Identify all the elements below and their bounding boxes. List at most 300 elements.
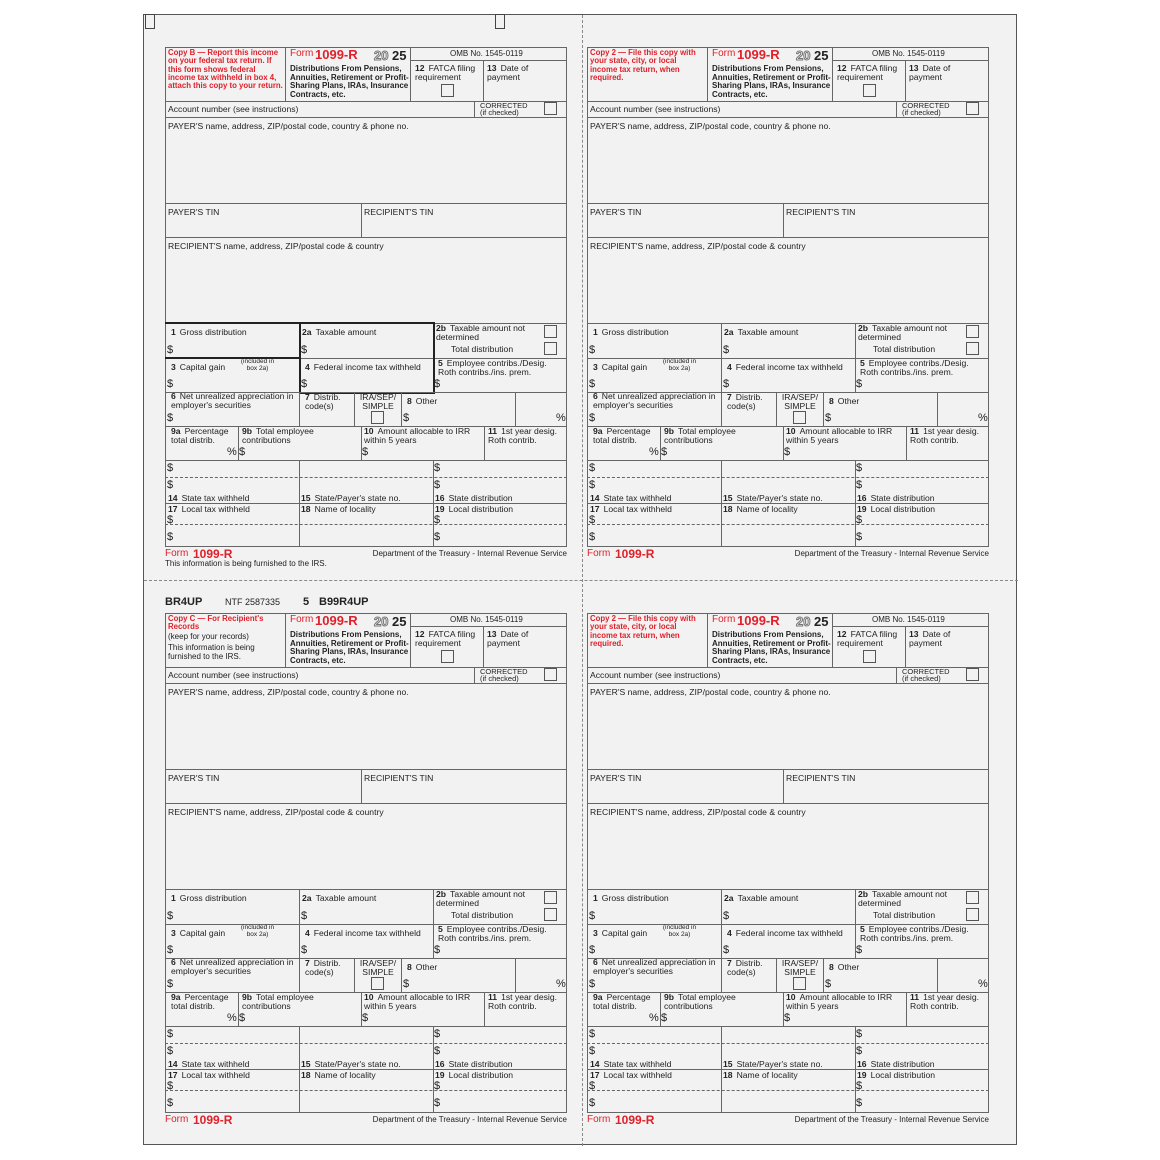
highlight-border: [165, 322, 300, 324]
footer-form-word: Form: [587, 1114, 611, 1125]
dollar: $: [434, 531, 441, 543]
box-label: State/Payer's state no.: [314, 493, 401, 503]
box-number: 6: [593, 391, 598, 401]
box-number: 12: [837, 629, 847, 639]
box-19-label: [857, 1071, 935, 1080]
dollar: $: [856, 1080, 863, 1092]
box-14-label: [590, 1060, 671, 1069]
total-distribution-checkbox[interactable]: [966, 908, 979, 921]
box-label: Gross distribution: [179, 327, 247, 337]
box-13-label: [909, 630, 969, 647]
box-number: 10: [786, 426, 796, 436]
dollar: $: [434, 378, 441, 390]
box-9a-label: [593, 427, 657, 444]
ira-checkbox[interactable]: [793, 411, 806, 424]
box-label: Amount allocable to IRR within 5 years: [364, 426, 471, 445]
box-8-label: [829, 397, 859, 406]
box-label: State tax withheld: [181, 1059, 250, 1069]
percent-sign: %: [649, 1012, 659, 1024]
row-divider: [165, 1090, 567, 1091]
box-18-label: [723, 505, 798, 514]
irs-department: Department of the Treasury - Internal Revenue Service: [372, 1115, 567, 1124]
box-number: 3: [171, 928, 176, 938]
form-title: Distributions From Pensions, Annuities, Retirement or Profit-Sharing Plans, IRAs, Insurance Contracts, etc.: [712, 630, 831, 665]
box-label: State/Payer's state no.: [736, 1059, 823, 1069]
info-note: This information is being furnished to the IRS.: [168, 643, 255, 661]
box-13-label: [909, 64, 969, 81]
recipient-name-label: RECIPIENT'S name, address, ZIP/postal code & country: [590, 807, 806, 817]
box-number: 8: [829, 962, 834, 972]
box-label: Total employee contributions: [242, 426, 314, 445]
box-9b-label: [242, 427, 322, 444]
footer-form-number: 1099-R: [193, 547, 233, 561]
dollar: $: [784, 1012, 791, 1024]
box-label: Gross distribution: [601, 327, 669, 337]
dollar: $: [589, 378, 596, 390]
form-1099r-copy: [165, 613, 567, 1133]
ira-checkbox[interactable]: [793, 977, 806, 990]
box-number: 14: [590, 1059, 600, 1069]
box-number: 19: [435, 504, 445, 514]
form-word: Form: [712, 614, 736, 625]
box-2b-label: [858, 890, 958, 907]
year-outline: 20: [374, 614, 389, 629]
dollar: $: [589, 944, 596, 956]
box-label: Total employee contributions: [664, 426, 736, 445]
percent-sign: %: [649, 446, 659, 458]
irs-department: Department of the Treasury - Internal Revenue Service: [794, 549, 989, 558]
year: 25: [392, 48, 407, 63]
box-2b-label: [858, 324, 958, 341]
dollar: $: [589, 1045, 596, 1057]
corrected-checkbox[interactable]: [544, 668, 557, 681]
box-label: Capital gain: [179, 928, 226, 938]
box-label: FATCA filing requirement: [415, 629, 476, 648]
box-number: 8: [829, 396, 834, 406]
box-2a-label: [724, 328, 798, 337]
dollar: $: [239, 1012, 246, 1024]
box-number: 18: [723, 1070, 733, 1080]
form-number: 1099-R: [737, 613, 780, 628]
dollar: $: [856, 531, 863, 543]
box-number: 17: [168, 1070, 178, 1080]
box-10-label: [364, 427, 482, 444]
box-number: 9a: [171, 426, 181, 436]
box-label: Net unrealized appreciation in employer's securities: [593, 391, 716, 410]
corrected-checkbox[interactable]: [544, 102, 557, 115]
year: 25: [814, 48, 829, 63]
corrected-sub: (if checked): [902, 108, 941, 117]
ira-label: IRA/SEP/ SIMPLE: [359, 392, 397, 411]
box-5-label: [860, 925, 985, 942]
box-9b-label: [664, 993, 744, 1010]
form-1099r-copy: [165, 47, 567, 567]
box-label: Local tax withheld: [603, 504, 672, 514]
row-divider: [587, 1090, 989, 1091]
box-number: 13: [487, 63, 497, 73]
box-number: 9b: [664, 426, 675, 436]
box-17-label: [590, 1071, 672, 1080]
box-number: 14: [590, 493, 600, 503]
box-number: 8: [407, 396, 412, 406]
box-6-label: [593, 392, 721, 409]
box-1-label: [171, 328, 247, 337]
box-15-label: [723, 494, 823, 503]
dollar: $: [301, 944, 308, 956]
fatca-checkbox[interactable]: [441, 650, 454, 663]
dollar: $: [589, 1028, 596, 1040]
box-label: Date of payment: [487, 629, 529, 648]
box-label: Other: [415, 962, 438, 972]
dollar: $: [239, 446, 246, 458]
recipient-tin-label: RECIPIENT'S TIN: [786, 773, 856, 783]
box-number: 10: [786, 992, 796, 1002]
account-label: Account number (see instructions): [590, 670, 721, 680]
box-label: Date of payment: [487, 63, 529, 82]
box-label: FATCA filing requirement: [837, 63, 898, 82]
box-label: Taxable amount: [737, 327, 799, 337]
dollar: $: [723, 910, 730, 922]
box-label: Total employee contributions: [242, 992, 314, 1011]
box-19-label: [857, 505, 935, 514]
box-label: Local distribution: [870, 1070, 936, 1080]
box-number: 9a: [171, 992, 181, 1002]
percent-sign: %: [556, 412, 566, 424]
box-7-label: [305, 959, 347, 976]
box-number: 2b: [858, 889, 869, 899]
box-8-label: [829, 963, 859, 972]
box-label: Taxable amount not determined: [858, 323, 948, 342]
box-label: Distrib. code(s): [727, 392, 763, 411]
box-1-label: [593, 328, 669, 337]
box-6-label: [593, 958, 721, 975]
footer-form-word: Form: [165, 1114, 189, 1125]
box-number: 3: [593, 362, 598, 372]
box-number: 6: [171, 391, 176, 401]
taxable-not-determined-checkbox[interactable]: [966, 891, 979, 904]
box-label: Percentage total distrib.: [171, 426, 229, 445]
row-divider: [587, 1043, 989, 1044]
footer-form-number: 1099-R: [615, 547, 655, 561]
box-number: 15: [301, 493, 311, 503]
box-label: Employee contribs./Desig. Roth contribs./ins. prem.: [438, 358, 547, 377]
dollar: $: [856, 462, 863, 474]
total-distribution-label: Total distribution: [451, 910, 514, 920]
box-label: Amount allocable to IRR within 5 years: [364, 992, 471, 1011]
dollar: $: [856, 514, 863, 526]
dollar: $: [589, 412, 596, 424]
dollar: $: [589, 479, 596, 491]
box-15-label: [301, 1060, 401, 1069]
box-number: 3: [593, 928, 598, 938]
fatca-checkbox[interactable]: [863, 650, 876, 663]
box-label: Other: [837, 396, 860, 406]
box-11-label: [488, 427, 568, 444]
box-label: FATCA filing requirement: [415, 63, 476, 82]
omb-number: OMB No. 1545-0119: [450, 49, 523, 58]
box-number: 5: [860, 924, 865, 934]
box-9a-label: [171, 427, 235, 444]
fatca-checkbox[interactable]: [441, 84, 454, 97]
box-number: 1: [171, 893, 176, 903]
form-number: 1099-R: [315, 47, 358, 62]
box-7-label: [727, 959, 769, 976]
footer-form-number: 1099-R: [193, 1113, 233, 1127]
box-19-label: [435, 1071, 513, 1080]
total-distribution-label: Total distribution: [451, 344, 514, 354]
box-label: State/Payer's state no.: [314, 1059, 401, 1069]
dollar: $: [661, 446, 668, 458]
payer-tin-label: PAYER'S TIN: [590, 207, 642, 217]
box-number: 14: [168, 1059, 178, 1069]
box-label: State distribution: [448, 493, 513, 503]
box-number: 5: [438, 924, 443, 934]
percent-sign: %: [227, 446, 237, 458]
form-number: 1099-R: [315, 613, 358, 628]
box-number: 9b: [242, 992, 253, 1002]
recipient-tin-label: RECIPIENT'S TIN: [364, 207, 434, 217]
perforation-horizontal: [144, 580, 1018, 581]
dollar: $: [167, 1080, 174, 1092]
box-number: 19: [857, 1070, 867, 1080]
box-17-label: [168, 505, 250, 514]
year-outline: 20: [796, 614, 811, 629]
box-13-label: [487, 64, 547, 81]
total-distribution-checkbox[interactable]: [544, 908, 557, 921]
box-number: 2a: [302, 327, 312, 337]
footer-form-word: Form: [165, 548, 189, 559]
dollar: $: [856, 1097, 863, 1109]
dollar: $: [661, 1012, 668, 1024]
box-label: 1st year desig. Roth contrib.: [488, 992, 557, 1011]
box-label: Local distribution: [448, 1070, 514, 1080]
alignment-mark: [145, 14, 155, 29]
payer-tin-label: PAYER'S TIN: [168, 207, 220, 217]
box-number: 4: [305, 928, 310, 938]
box-label: Local tax withheld: [181, 1070, 250, 1080]
box-number: 16: [435, 493, 445, 503]
box-6-label: [171, 958, 299, 975]
dollar: $: [301, 378, 308, 390]
box-number: 16: [857, 1059, 867, 1069]
dollar: $: [856, 378, 863, 390]
box-number: 7: [727, 392, 732, 402]
ira-checkbox[interactable]: [371, 411, 384, 424]
keep-note: (keep for your records): [168, 632, 249, 641]
dollar: $: [434, 462, 441, 474]
box-label: Local tax withheld: [603, 1070, 672, 1080]
box-label: 1st year desig. Roth contrib.: [910, 992, 979, 1011]
box-18-label: [301, 1071, 376, 1080]
box-label: Local tax withheld: [181, 504, 250, 514]
box-12-label: [837, 64, 905, 81]
box-7-label: [305, 393, 347, 410]
box-number: 2b: [436, 323, 447, 333]
box-3-label: [171, 363, 225, 372]
box-label: Total employee contributions: [664, 992, 736, 1011]
total-distribution-checkbox[interactable]: [544, 342, 557, 355]
box-number: 19: [857, 504, 867, 514]
corrected-checkbox[interactable]: [966, 102, 979, 115]
percent-sign: %: [556, 978, 566, 990]
box-label: FATCA filing requirement: [837, 629, 898, 648]
box-number: 7: [727, 958, 732, 968]
box-number: 16: [435, 1059, 445, 1069]
box-1-label: [593, 894, 669, 903]
box-label: Gross distribution: [179, 893, 247, 903]
year: 25: [814, 614, 829, 629]
payer-tin-label: PAYER'S TIN: [590, 773, 642, 783]
box-number: 2a: [724, 327, 734, 337]
corrected-label: CORRECTED: [480, 667, 528, 676]
percent-sign: %: [227, 1012, 237, 1024]
box-15-label: [723, 1060, 823, 1069]
box-label: Employee contribs./Desig. Roth contribs./ins. prem.: [860, 924, 969, 943]
box-number: 2a: [302, 893, 312, 903]
box-3-label: [171, 929, 225, 938]
box-3-note: (included in box 2a): [240, 924, 275, 938]
box-number: 15: [301, 1059, 311, 1069]
box-number: 1: [593, 893, 598, 903]
box-label: State tax withheld: [603, 493, 672, 503]
box-19-label: [435, 505, 513, 514]
box-label: Name of locality: [736, 504, 798, 514]
corrected-checkbox[interactable]: [966, 668, 979, 681]
ntf-number: NTF 2587335: [225, 597, 281, 607]
box-number: 1: [171, 327, 176, 337]
total-distribution-checkbox[interactable]: [966, 342, 979, 355]
dollar: $: [589, 1080, 596, 1092]
box-label: Date of payment: [909, 63, 951, 82]
percent-sign: %: [978, 978, 988, 990]
box-12-label: [837, 630, 905, 647]
box-11-label: [910, 993, 990, 1010]
dollar: $: [434, 944, 441, 956]
box-number: 4: [727, 362, 732, 372]
box-17-label: [590, 505, 672, 514]
recipient-name-label: RECIPIENT'S name, address, ZIP/postal code & country: [590, 241, 806, 251]
payer-name-label: PAYER'S name, address, ZIP/postal code, country & phone no.: [168, 121, 409, 131]
box-number: 5: [438, 358, 443, 368]
dollar: $: [589, 514, 596, 526]
dollar: $: [589, 531, 596, 543]
copy-instructions: Copy 2 — File this copy with your state, city, or local income tax return, when required.: [590, 614, 696, 648]
box-number: 10: [364, 992, 374, 1002]
box-label: State tax withheld: [181, 493, 250, 503]
box-number: 9a: [593, 992, 603, 1002]
dollar: $: [434, 479, 441, 491]
box-13-label: [487, 630, 547, 647]
dollar: $: [167, 944, 174, 956]
form-word: Form: [290, 614, 314, 625]
box-number: 12: [415, 629, 425, 639]
box-label: Net unrealized appreciation in employer's securities: [171, 391, 294, 410]
box-number: 2b: [858, 323, 869, 333]
box-number: 9b: [242, 426, 253, 436]
percent-sign: %: [978, 412, 988, 424]
dollar: $: [856, 1045, 863, 1057]
box-17-label: [168, 1071, 250, 1080]
box-label: Date of payment: [909, 629, 951, 648]
form-word: Form: [712, 48, 736, 59]
dollar: $: [589, 910, 596, 922]
box-11-label: [488, 993, 568, 1010]
fatca-checkbox[interactable]: [863, 84, 876, 97]
form-title: Distributions From Pensions, Annuities, Retirement or Profit-Sharing Plans, IRAs, Insurance Contracts, etc.: [712, 64, 831, 99]
box-16-label: [857, 494, 935, 503]
corrected-sub: (if checked): [902, 674, 941, 683]
box-number: 12: [837, 63, 847, 73]
box-label: Taxable amount: [315, 893, 377, 903]
dollar: $: [589, 344, 596, 356]
dollar: $: [167, 1097, 174, 1109]
box-5-label: [438, 359, 563, 376]
box-label: Percentage total distrib.: [593, 426, 651, 445]
dollar: $: [723, 344, 730, 356]
box-18-label: [723, 1071, 798, 1080]
total-distribution-label: Total distribution: [873, 344, 936, 354]
dollar: $: [434, 1097, 441, 1109]
box-label: Other: [415, 396, 438, 406]
corrected-sub: (if checked): [480, 108, 519, 117]
recipient-name-label: RECIPIENT'S name, address, ZIP/postal code & country: [168, 241, 384, 251]
box-label: 1st year desig. Roth contrib.: [488, 426, 557, 445]
box-8-label: [407, 963, 437, 972]
box-label: Employee contribs./Desig. Roth contribs./ins. prem.: [860, 358, 969, 377]
box-label: Local distribution: [448, 504, 514, 514]
box-12-label: [415, 630, 483, 647]
dollar: $: [167, 479, 174, 491]
payer-tin-label: PAYER'S TIN: [168, 773, 220, 783]
dollar: $: [167, 910, 174, 922]
taxable-not-determined-checkbox[interactable]: [544, 325, 557, 338]
box-number: 11: [910, 426, 920, 436]
ira-label: IRA/SEP/ SIMPLE: [359, 958, 397, 977]
box-3-note: (included in box 2a): [240, 358, 275, 372]
box-label: Local distribution: [870, 504, 936, 514]
box-number: 14: [168, 493, 178, 503]
dollar: $: [434, 1045, 441, 1057]
box-label: Percentage total distrib.: [593, 992, 651, 1011]
footer-note: This information is being furnished to the IRS.: [165, 559, 327, 568]
box-label: Name of locality: [314, 1070, 376, 1080]
box-label: Federal income tax withheld: [313, 928, 421, 938]
box-12-label: [415, 64, 483, 81]
box-number: 13: [909, 629, 919, 639]
box-label: State/Payer's state no.: [736, 493, 823, 503]
box-10-label: [786, 427, 904, 444]
year: 25: [392, 614, 407, 629]
box-3-label: [593, 363, 647, 372]
box-10-label: [364, 993, 482, 1010]
box-3-note: (included in box 2a): [662, 924, 697, 938]
payer-name-label: PAYER'S name, address, ZIP/postal code, country & phone no.: [590, 687, 831, 697]
box-number: 11: [488, 426, 498, 436]
dollar: $: [167, 531, 174, 543]
recipient-tin-label: RECIPIENT'S TIN: [786, 207, 856, 217]
dollar: $: [434, 1028, 441, 1040]
dollar: $: [825, 978, 832, 990]
account-label: Account number (see instructions): [168, 670, 299, 680]
ira-checkbox[interactable]: [371, 977, 384, 990]
box-label: State tax withheld: [603, 1059, 672, 1069]
sheet-code: BR4UP: [165, 596, 203, 608]
taxable-not-determined-checkbox[interactable]: [544, 891, 557, 904]
box-number: 11: [488, 992, 498, 1002]
box-number: 17: [590, 1070, 600, 1080]
box-number: 15: [723, 493, 733, 503]
taxable-not-determined-checkbox[interactable]: [966, 325, 979, 338]
